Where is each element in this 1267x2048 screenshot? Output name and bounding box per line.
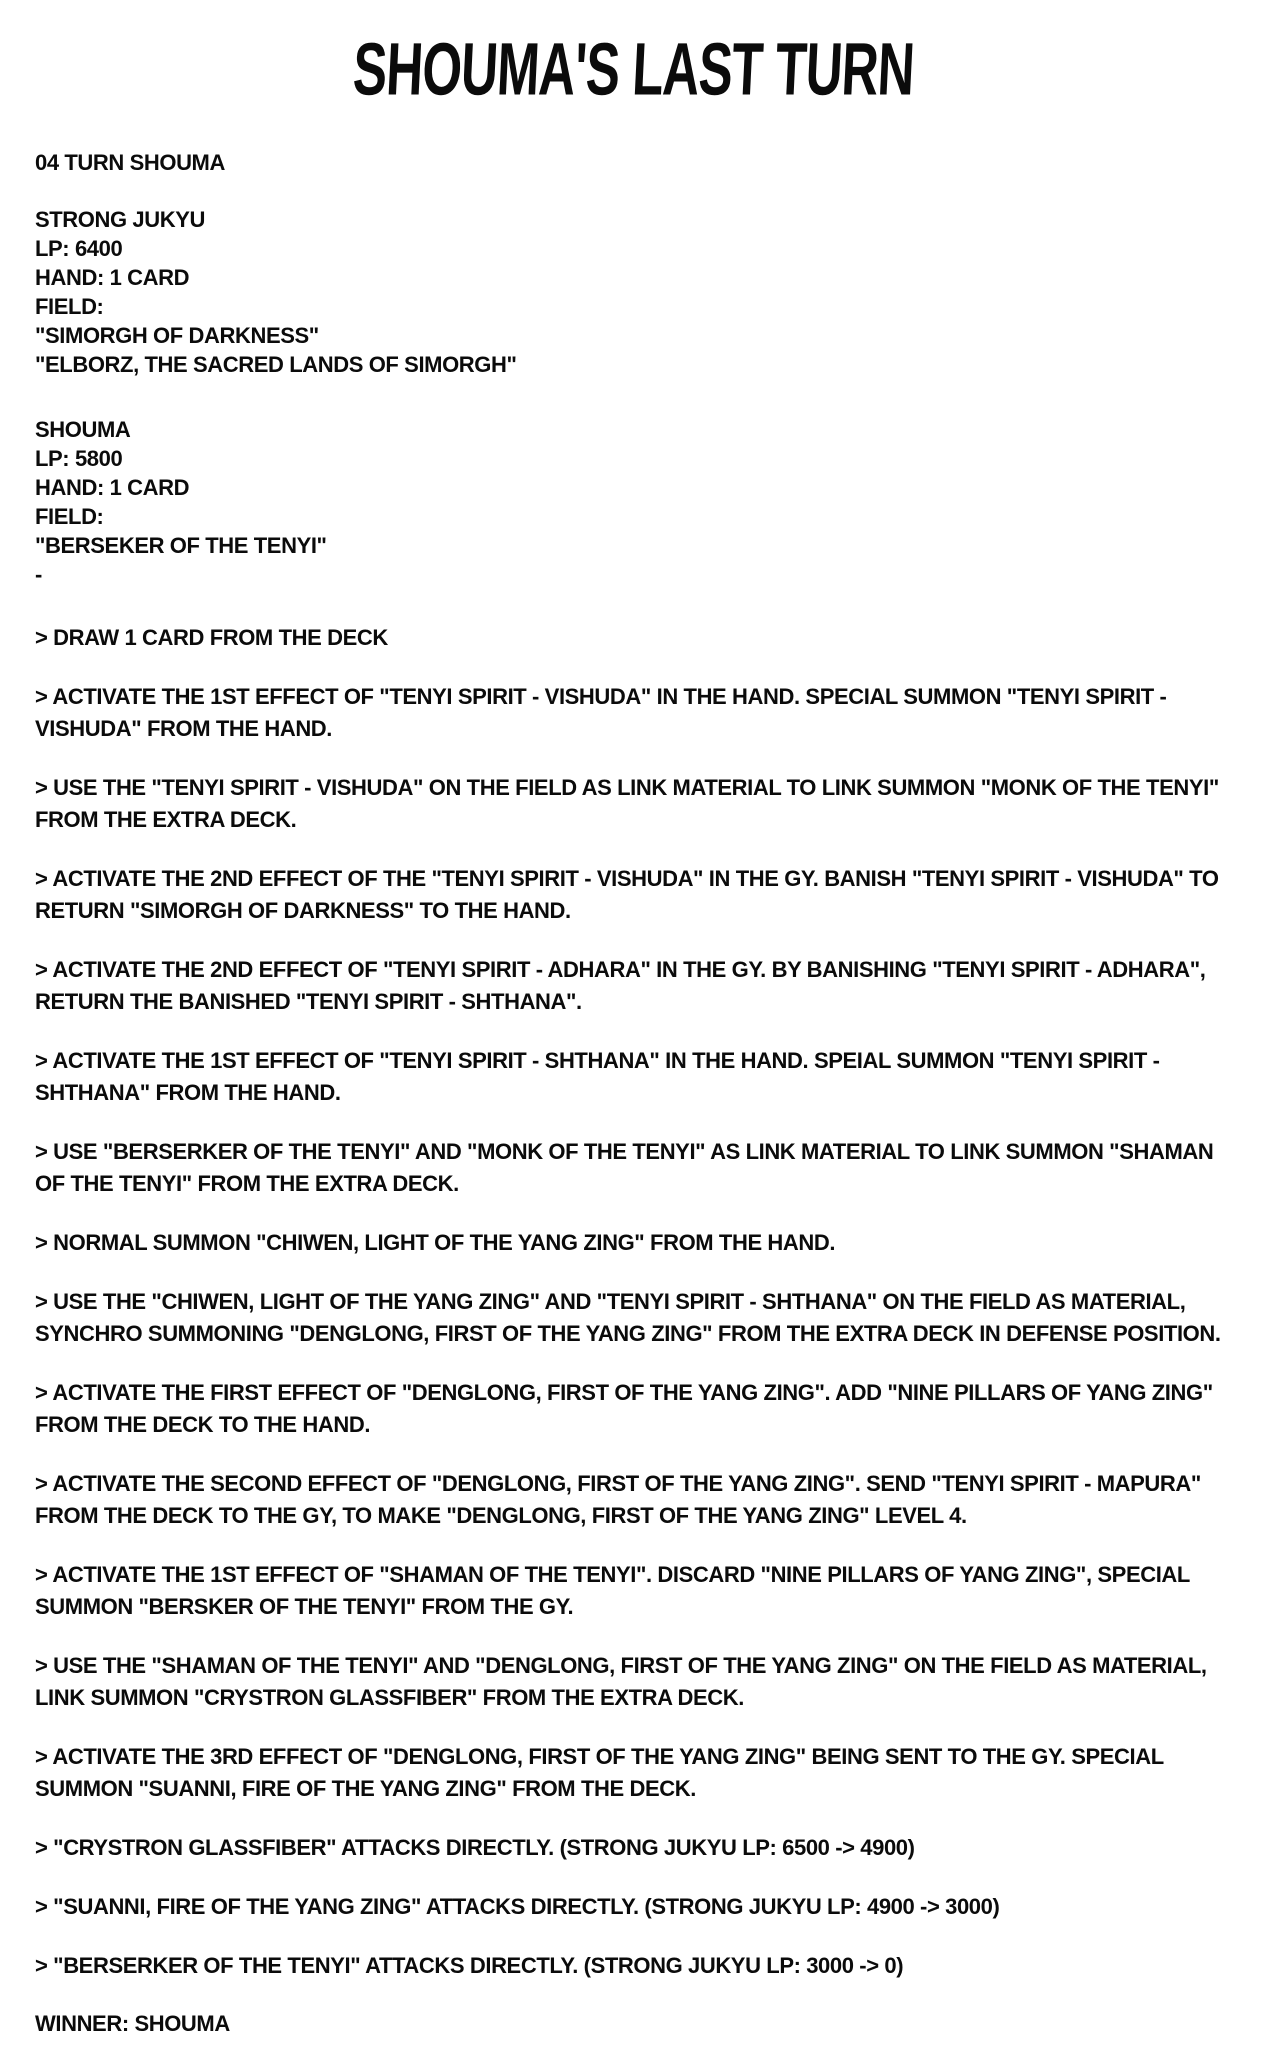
- player-block: [35, 205, 1237, 379]
- action-line: > USE THE "SHAMAN OF THE TENYI" AND "DENGLONG, FIRST OF THE YANG ZING" ON THE FIELD AS MATERIAL, LINK SUMMON "CRYSTRON GLASSFIBER" FROM THE EXTRA DECK.: [35, 1653, 1207, 1710]
- action-line: > NORMAL SUMMON "CHIWEN, LIGHT OF THE YANG ZING" FROM THE HAND.: [35, 1230, 836, 1255]
- action-line: > USE THE "TENYI SPIRIT - VISHUDA" ON THE FIELD AS LINK MATERIAL TO LINK SUMMON "MONK OF THE TENYI" FROM THE EXTRA DECK.: [35, 775, 1219, 832]
- player-name: SHOUMA: [35, 417, 131, 442]
- action-line: > "CRYSTRON GLASSFIBER" ATTACKS DIRECTLY. (STRONG JUKYU LP: 6500 -> 4900): [35, 1835, 915, 1860]
- action-line: > ACTIVATE THE 3RD EFFECT OF "DENGLONG, FIRST OF THE YANG ZING" BEING SENT TO THE GY. SPECIAL SUMMON "SUANNI, FIRE OF THE YANG ZING" FROM THE DECK.: [35, 1744, 1164, 1801]
- action-line: > ACTIVATE THE 2ND EFFECT OF "TENYI SPIRIT - ADHARA" IN THE GY. BY BANISHING "TENYI SPIRIT - ADHARA", RETURN THE BANISHED "TENYI SPIRIT - SHTHANA".: [35, 957, 1206, 1014]
- page-title: [0, 25, 1267, 115]
- action-line: > ACTIVATE THE FIRST EFFECT OF "DENGLONG, FIRST OF THE YANG ZING". ADD "NINE PILLARS OF YANG ZING" FROM THE DECK TO THE HAND.: [35, 1380, 1213, 1437]
- page-title-text: SHOUMA'S LAST TURN: [351, 27, 916, 111]
- action-line: > "BERSERKER OF THE TENYI" ATTACKS DIRECTLY. (STRONG JUKYU LP: 3000 -> 0): [35, 1953, 904, 1978]
- player-hand: HAND: 1 CARD: [35, 265, 190, 290]
- winner-line: WINNER: SHOUMA: [35, 2011, 230, 2036]
- player-field-card: "ELBORZ, THE SACRED LANDS OF SIMORGH": [35, 352, 517, 377]
- player-lp: LP: 5800: [35, 446, 123, 471]
- player-field-card: "SIMORGH OF DARKNESS": [35, 323, 319, 348]
- action-line: > ACTIVATE THE SECOND EFFECT OF "DENGLONG, FIRST OF THE YANG ZING". SEND "TENYI SPIRIT - MAPURA" FROM THE DECK TO THE GY, TO MAKE "DENGLONG, FIRST OF THE YANG ZING" LEVEL 4.: [35, 1471, 1201, 1528]
- player-hand: HAND: 1 CARD: [35, 475, 190, 500]
- player-field-label: FIELD:: [35, 504, 104, 529]
- player-field-card: -: [35, 562, 42, 587]
- player-field-card: "BERSEKER OF THE TENYI": [35, 533, 327, 558]
- action-line: > ACTIVATE THE 1ST EFFECT OF "TENYI SPIRIT - VISHUDA" IN THE HAND. SPECIAL SUMMON "TENYI SPIRIT - VISHUDA" FROM THE HAND.: [35, 684, 1167, 741]
- action-log: [35, 622, 1237, 1982]
- action-line: > DRAW 1 CARD FROM THE DECK: [35, 625, 388, 650]
- player-lp: LP: 6400: [35, 236, 123, 261]
- action-line: > USE "BERSERKER OF THE TENYI" AND "MONK OF THE TENYI" AS LINK MATERIAL TO LINK SUMMON "SHAMAN OF THE TENYI" FROM THE EXTRA DECK.: [35, 1139, 1214, 1196]
- player-stats: [35, 205, 1237, 589]
- page-content: [0, 148, 1267, 2038]
- player-block: [35, 415, 1237, 589]
- player-name: STRONG JUKYU: [35, 207, 205, 232]
- player-field-label: FIELD:: [35, 294, 104, 319]
- action-line: > ACTIVATE THE 2ND EFFECT OF THE "TENYI SPIRIT - VISHUDA" IN THE GY. BANISH "TENYI SPIRIT - VISHUDA" TO RETURN "SIMORGH OF DARKNESS" TO THE HAND.: [35, 866, 1219, 923]
- action-line: > ACTIVATE THE 1ST EFFECT OF "TENYI SPIRIT - SHTHANA" IN THE HAND. SPEIAL SUMMON "TENYI SPIRIT - SHTHANA" FROM THE HAND.: [35, 1048, 1160, 1105]
- action-line: > "SUANNI, FIRE OF THE YANG ZING" ATTACKS DIRECTLY. (STRONG JUKYU LP: 4900 -> 3000): [35, 1894, 1000, 1919]
- action-line: > USE THE "CHIWEN, LIGHT OF THE YANG ZING" AND "TENYI SPIRIT - SHTHANA" ON THE FIELD AS MATERIAL, SYNCHRO SUMMONING "DENGLONG, FIRST OF THE YANG ZING" FROM THE EXTRA DECK IN DEFENSE POSITION.: [35, 1289, 1221, 1346]
- action-line: > ACTIVATE THE 1ST EFFECT OF "SHAMAN OF THE TENYI". DISCARD "NINE PILLARS OF YANG ZING", SPECIAL SUMMON "BERSKER OF THE TENYI" FROM THE GY.: [35, 1562, 1190, 1619]
- turn-header: 04 TURN SHOUMA: [35, 150, 225, 175]
